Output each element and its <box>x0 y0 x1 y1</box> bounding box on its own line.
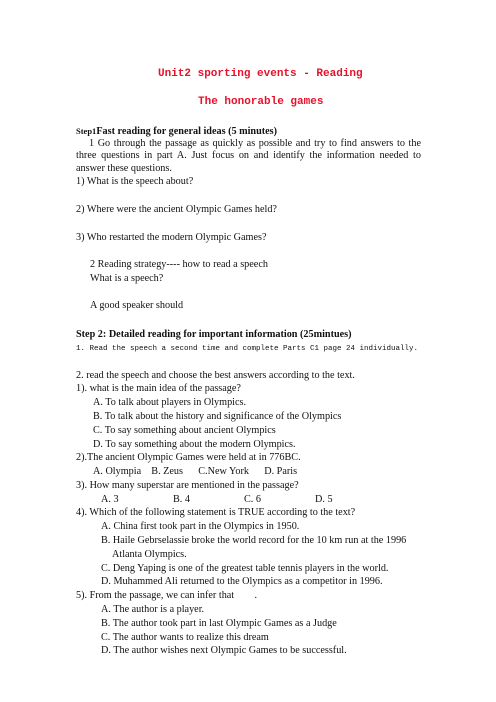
step2-heading: Step 2: Detailed reading for important information (25mintues) <box>76 329 352 340</box>
step1-intro: 1 Go through the passage as quickly as possible and try to find answers to the three questions in part A. Just focus on and identify the information needed to answer these questions. <box>76 138 421 174</box>
mc5-option-a: A. The author is a player. <box>101 604 205 615</box>
step1-heading <box>76 125 277 138</box>
question-2: 2) Where were the ancient Olympic Games held? <box>76 204 277 215</box>
mc5-option-c: C. The author wants to realize this dream <box>101 632 269 643</box>
mc1-option-d: D. To say something about the modern Olympics. <box>93 439 296 450</box>
mc1-stem: 1). what is the main idea of the passage? <box>76 383 241 394</box>
page-title: Unit2 sporting events - Reading <box>158 68 363 80</box>
step2-instruction-2: 2. read the speech and choose the best answers according to the text. <box>76 370 355 381</box>
mc5-option-b: B. The author took part in last Olympic Games as a Judge <box>101 618 337 629</box>
mc4-option-c: C. Deng Yaping is one of the greatest table tennis players in the world. <box>101 563 389 574</box>
mc4-option-d: D. Muhammed Ali returned to the Olympics as a competitor in 1996. <box>101 576 383 587</box>
reading-strategy: 2 Reading strategy---- how to read a speech <box>90 259 268 270</box>
mc1-option-b: B. To talk about the history and significance of the Olympics <box>93 411 342 422</box>
step1-label: Step1 <box>76 126 97 136</box>
mc4-stem: 4). Which of the following statement is TRUE according to the text? <box>76 507 356 518</box>
what-is-speech: What is a speech? <box>90 273 164 284</box>
question-1: 1) What is the speech about? <box>76 176 194 187</box>
step1-heading-text: Fast reading for general ideas (5 minutes) <box>96 126 278 137</box>
mc4-option-b-line1: B. Haile Gebrselassie broke the world record for the 10 km run at the 1996 <box>101 535 407 546</box>
page-subtitle: The honorable games <box>198 96 324 108</box>
mc4-option-b-line2: Atlanta Olympics. <box>112 549 187 560</box>
good-speaker: A good speaker should <box>90 300 184 311</box>
mc3-stem: 3). How many superstar are mentioned in the passage? <box>76 480 299 491</box>
mc3-option-c: C. 6 <box>244 494 261 505</box>
mc3-option-b: B. 4 <box>173 494 190 505</box>
mc5-option-d: D. The author wishes next Olympic Games to be successful. <box>101 645 347 656</box>
mc1-option-a: A. To talk about players in Olympics. <box>93 397 247 408</box>
mc2-stem: 2).The ancient Olympic Games were held at in 776BC. <box>76 452 301 463</box>
mc5-stem: 5). From the passage, we can infer that . <box>76 590 258 601</box>
mc4-option-a: A. China first took part in the Olympics in 1950. <box>101 521 300 532</box>
mc1-option-c: C. To say something about ancient Olympics <box>93 425 276 436</box>
mc3-option-d: D. 5 <box>315 494 333 505</box>
step2-instruction-1: 1. Read the speech a second time and complete Parts C1 page 24 individually. <box>76 345 419 353</box>
mc2-options: A. Olympia B. Zeus C.New York D. Paris <box>93 466 298 477</box>
question-3: 3) Who restarted the modern Olympic Games? <box>76 232 267 243</box>
mc3-option-a: A. 3 <box>101 494 119 505</box>
